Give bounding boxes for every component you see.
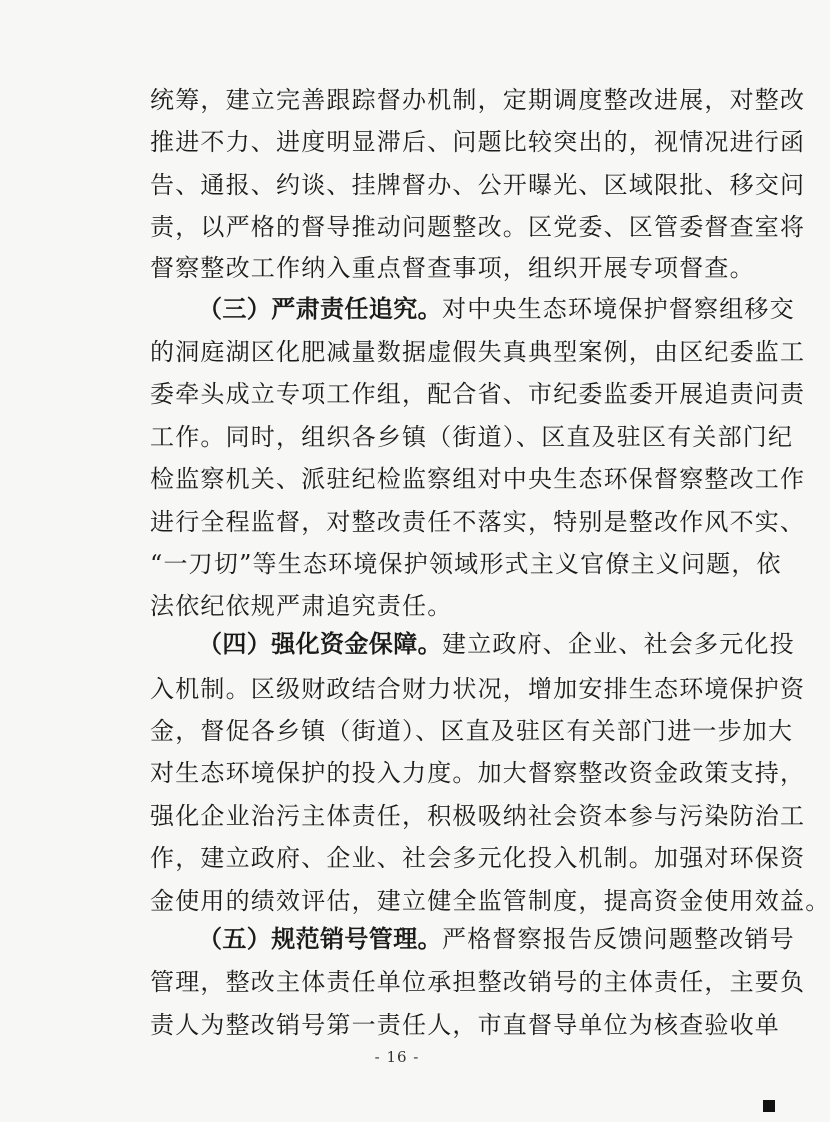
text-line: 进行全程监督，对整改责任不落实，特别是整改作风不实、	[150, 508, 806, 536]
text-line: 对生态环境保护的投入力度。加大督察整改资金政策支持，	[150, 759, 806, 787]
section-three-heading: （三）严肃责任追究。	[198, 295, 442, 323]
text-line: 强化企业治污主体责任，积极吸纳社会资本参与污染防治工	[150, 802, 806, 830]
text-line: 金使用的绩效评估，建立健全监管制度，提高资金使用效益。	[150, 887, 830, 915]
section-three-first-line	[198, 292, 795, 326]
text-line: 推进不力、进度明显滞后、问题比较突出的，视情况进行函	[150, 128, 806, 156]
text-line: 责人为整改销号第一责任人，市直督导单位为核查验收单	[150, 1011, 780, 1039]
text-line: 委牵头成立专项工作组，配合省、市纪委监委开展追责问责	[150, 380, 806, 408]
text-line: 工作。同时，组织各乡镇（街道）、区直及驻区有关部门纪	[150, 423, 794, 451]
section-five-first-line	[198, 922, 795, 956]
page-number: - 16 -	[374, 1048, 420, 1066]
text-line: 金，督促各乡镇（街道）、区直及驻区有关部门进一步加大	[150, 717, 794, 745]
text-line: 督察整改工作纳入重点督查事项，组织开展专项督查。	[150, 254, 755, 282]
text-line: 检监察机关、派驻纪检监察组对中央生态环保督察整改工作	[150, 465, 806, 493]
section-five-text: 严格督察报告反馈问题整改销号	[442, 925, 795, 953]
text-line: 的洞庭湖区化肥减量数据虚假失真典型案例，由区纪委监工	[150, 338, 806, 366]
text-line: 告、通报、约谈、挂牌督办、公开曝光、区域限批、移交问	[150, 171, 806, 199]
section-three-text: 对中央生态环境保护督察组移交	[442, 295, 795, 323]
text-line: 入机制。区级财政结合财力状况，增加安排生态环境保护资	[150, 675, 806, 703]
section-five-heading: （五）规范销号管理。	[198, 925, 442, 953]
text-line: 统筹，建立完善跟踪督办机制，定期调度整改进展，对整改	[150, 86, 806, 114]
text-line: 责，以严格的督导推动问题整改。区党委、区管委督查室将	[150, 213, 806, 241]
text-line: 作，建立政府、企业、社会多元化投入机制。加强对环保资	[150, 844, 806, 872]
text-line: “一刀切”等生态环境保护领域形式主义官僚主义问题，依	[150, 550, 782, 578]
section-four-first-line	[198, 627, 795, 661]
section-four-heading: （四）强化资金保障。	[198, 630, 442, 658]
scan-corner-mark	[763, 1100, 775, 1112]
text-line: 管理，整改主体责任单位承担整改销号的主体责任，主要负	[150, 968, 806, 996]
text-line: 法依纪依规严肃追究责任。	[150, 592, 453, 620]
section-four-text: 建立政府、企业、社会多元化投	[442, 630, 795, 658]
